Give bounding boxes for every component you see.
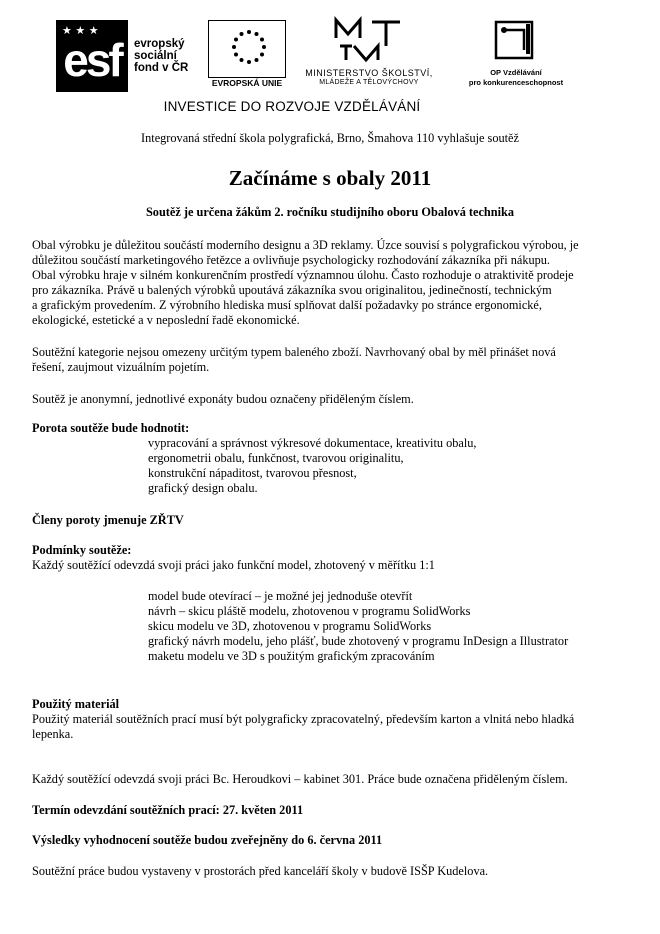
results-date: Výsledky vyhodnocení soutěže budou zveřejněny do 6. června 2011 [32, 833, 383, 847]
para-1-line-4: pro zákazníka. Právě u balených výrobků upoutává zákazníka svou originalitou, jedinečností, technickým [32, 283, 552, 297]
logo-header [56, 16, 576, 96]
para-1-line-3: Obal výrobku hraje v silném konkurenčním prostředí významnou úlohu. Často rozhoduje o atraktivitě prodeje [32, 268, 574, 282]
para-1-line-5: a grafickým provedením. Z výrobního hlediska musí splňovat další požadavky po stránce ergonomické, [32, 298, 542, 312]
msmt-logo [294, 16, 444, 94]
eu-logo [206, 20, 288, 92]
jury-item: vypracování a správnost výkresové dokumentace, kreativitu obalu, [148, 436, 477, 450]
op-line-2: pro konkurenceschopnost [468, 78, 564, 87]
investice-tagline: INVESTICE DO ROZVOJE VZDĚLÁVÁNÍ [163, 99, 421, 114]
para-1-line-2: důležitou součástí marketingového řetězce a ovlivňuje psychologicky rozhodování zákazníka při nákupu. [32, 253, 551, 267]
eu-stars-icon [231, 29, 267, 65]
submission-note: Každý soutěžící odevzdá svoji práci Bc. Heroudkovi – kabinet 301. Práce bude označena přiděleným číslem. [32, 772, 568, 786]
msmt-line-2: MLÁDEŽE A TĚLOVÝCHOVY [319, 79, 419, 86]
material-line-1: Použitý materiál soutěžních prací musí být polygraficky zpracovatelný, především karton a vlnitá nebo hladká [32, 712, 575, 726]
intro-line: Integrovaná střední škola polygrafická, Brno, Šmahova 110 vyhlašuje soutěž [141, 131, 519, 145]
esf-stars-icon: ★ ★ ★ [62, 24, 99, 37]
condition-item: návrh – skicu pláště modelu, zhotovenou v programu SolidWorks [148, 604, 471, 618]
para-1-line-1: Obal výrobku je důležitou součástí moderního designu a 3D reklamy. Úzce souvisí s polygrafickou výrobou, je [32, 238, 579, 252]
conditions-heading: Podmínky soutěže: [32, 543, 132, 557]
jury-members: Členy poroty jmenuje ZŘTV [32, 513, 184, 527]
esf-line-3: fond v ČR [134, 62, 189, 74]
jury-item: grafický design obalu. [148, 481, 258, 495]
jury-heading: Porota soutěže bude hodnotit: [32, 421, 190, 435]
esf-mark: esf [56, 20, 128, 92]
esf-line-2: sociální [134, 50, 177, 62]
para-1-line-6: ekologické, estetické a v neposlední řadě ekonomické. [32, 313, 300, 327]
material-heading: Použitý materiál [32, 697, 120, 711]
eu-flag-icon [208, 20, 286, 78]
condition-item: model bude otevírací – je možné jej jednoduše otevřít [148, 589, 413, 603]
op-line-1: OP Vzdělávání [490, 68, 542, 77]
material-line-2: lepenka. [32, 727, 74, 741]
jury-item: ergonometrii obalu, funkčnost, tvarovou originalitu, [148, 451, 404, 465]
exhibition-note: Soutěžní práce budou vystaveny v prostorách před kanceláří školy v budově ISŠP Kudelova. [32, 864, 489, 878]
condition-item: skicu modelu ve 3D, zhotovenou v programu SolidWorks [148, 619, 432, 633]
page-title: Začínáme s obaly 2011 [228, 166, 432, 190]
para-2-line-2: řešení, zaujmout vizuálním pojetím. [32, 360, 210, 374]
condition-item: maketu modelu ve 3D s použitým grafickým zpracováním [148, 649, 435, 663]
page-subtitle: Soutěž je určena žákům 2. ročníku studijního oboru Obalová technika [145, 205, 515, 219]
op-logo [456, 18, 576, 94]
eu-label: EVROPSKÁ UNIE [211, 78, 283, 88]
para-2-line-1: Soutěžní kategorie nejsou omezeny určitým typem baleného zboží. Navrhovaný obal by měl přinášet nová [32, 345, 556, 359]
para-3: Soutěž je anonymní, jednotlivé exponáty budou označeny přiděleným číslem. [32, 392, 414, 406]
deadline: Termín odevzdání soutěžních prací: 27. květen 2011 [32, 803, 304, 817]
esf-line-1: evropský [134, 38, 185, 50]
jury-item: konstrukční nápaditost, tvarovou přesnost, [148, 466, 357, 480]
msmt-mark-icon [332, 16, 404, 64]
esf-logo [56, 20, 196, 92]
condition-item: grafický návrh modelu, jeho plášť, bude zhotovený v programu InDesign a Illustrator [148, 634, 569, 648]
conditions-lead: Každý soutěžící odevzdá svoji práci jako funkční model, zhotovený v měřítku 1:1 [32, 558, 435, 572]
op-mark-icon [490, 18, 538, 62]
msmt-line-1: MINISTERSTVO ŠKOLSTVÍ, [305, 68, 433, 78]
esf-wordmark [134, 38, 188, 74]
